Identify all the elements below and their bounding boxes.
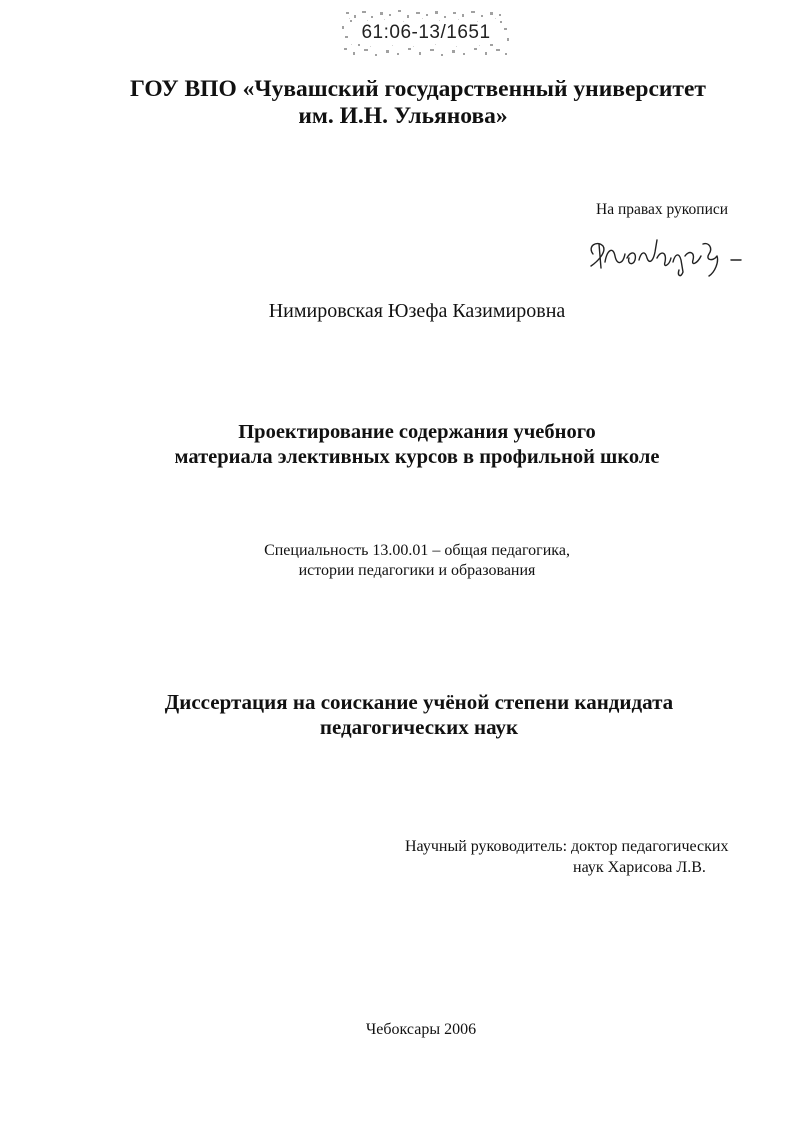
specialty-line-1: Специальность 13.00.01 – общая педагогика, [264, 542, 570, 559]
supervisor-line-1: Научный руководитель: доктор педагогических [405, 838, 729, 855]
signature-icon [583, 232, 753, 282]
degree-statement [0, 690, 796, 740]
stamp-code: 61:06-13/1651 [361, 22, 491, 43]
specialty [0, 541, 796, 581]
title-line-1: Проектирование содержания учебного [238, 421, 596, 443]
institution-line-2: им. И.Н. Ульянова» [298, 103, 508, 129]
degree-line-1: Диссертация на соискание учёной степени кандидата [164, 690, 674, 714]
dissertation-title [0, 420, 796, 470]
title-line-2: материала элективных курсов в профильной школе [174, 446, 660, 468]
specialty-line-2: истории педагогики и образования [298, 562, 536, 579]
degree-line-2: педагогических наук [319, 715, 519, 739]
institution-name [0, 76, 796, 130]
supervisor-line-2: наук Харисова Л.В. [573, 859, 706, 876]
author-name: Нимировская Юзефа Казимировна [268, 300, 566, 322]
institution-line-1: ГОУ ВПО «Чувашский государственный университет [130, 76, 706, 102]
manuscript-rights-note: На правах рукописи [596, 201, 729, 218]
city-year: Чебоксары 2006 [365, 1021, 477, 1038]
library-stamp [340, 8, 512, 60]
scientific-supervisor [405, 836, 728, 878]
